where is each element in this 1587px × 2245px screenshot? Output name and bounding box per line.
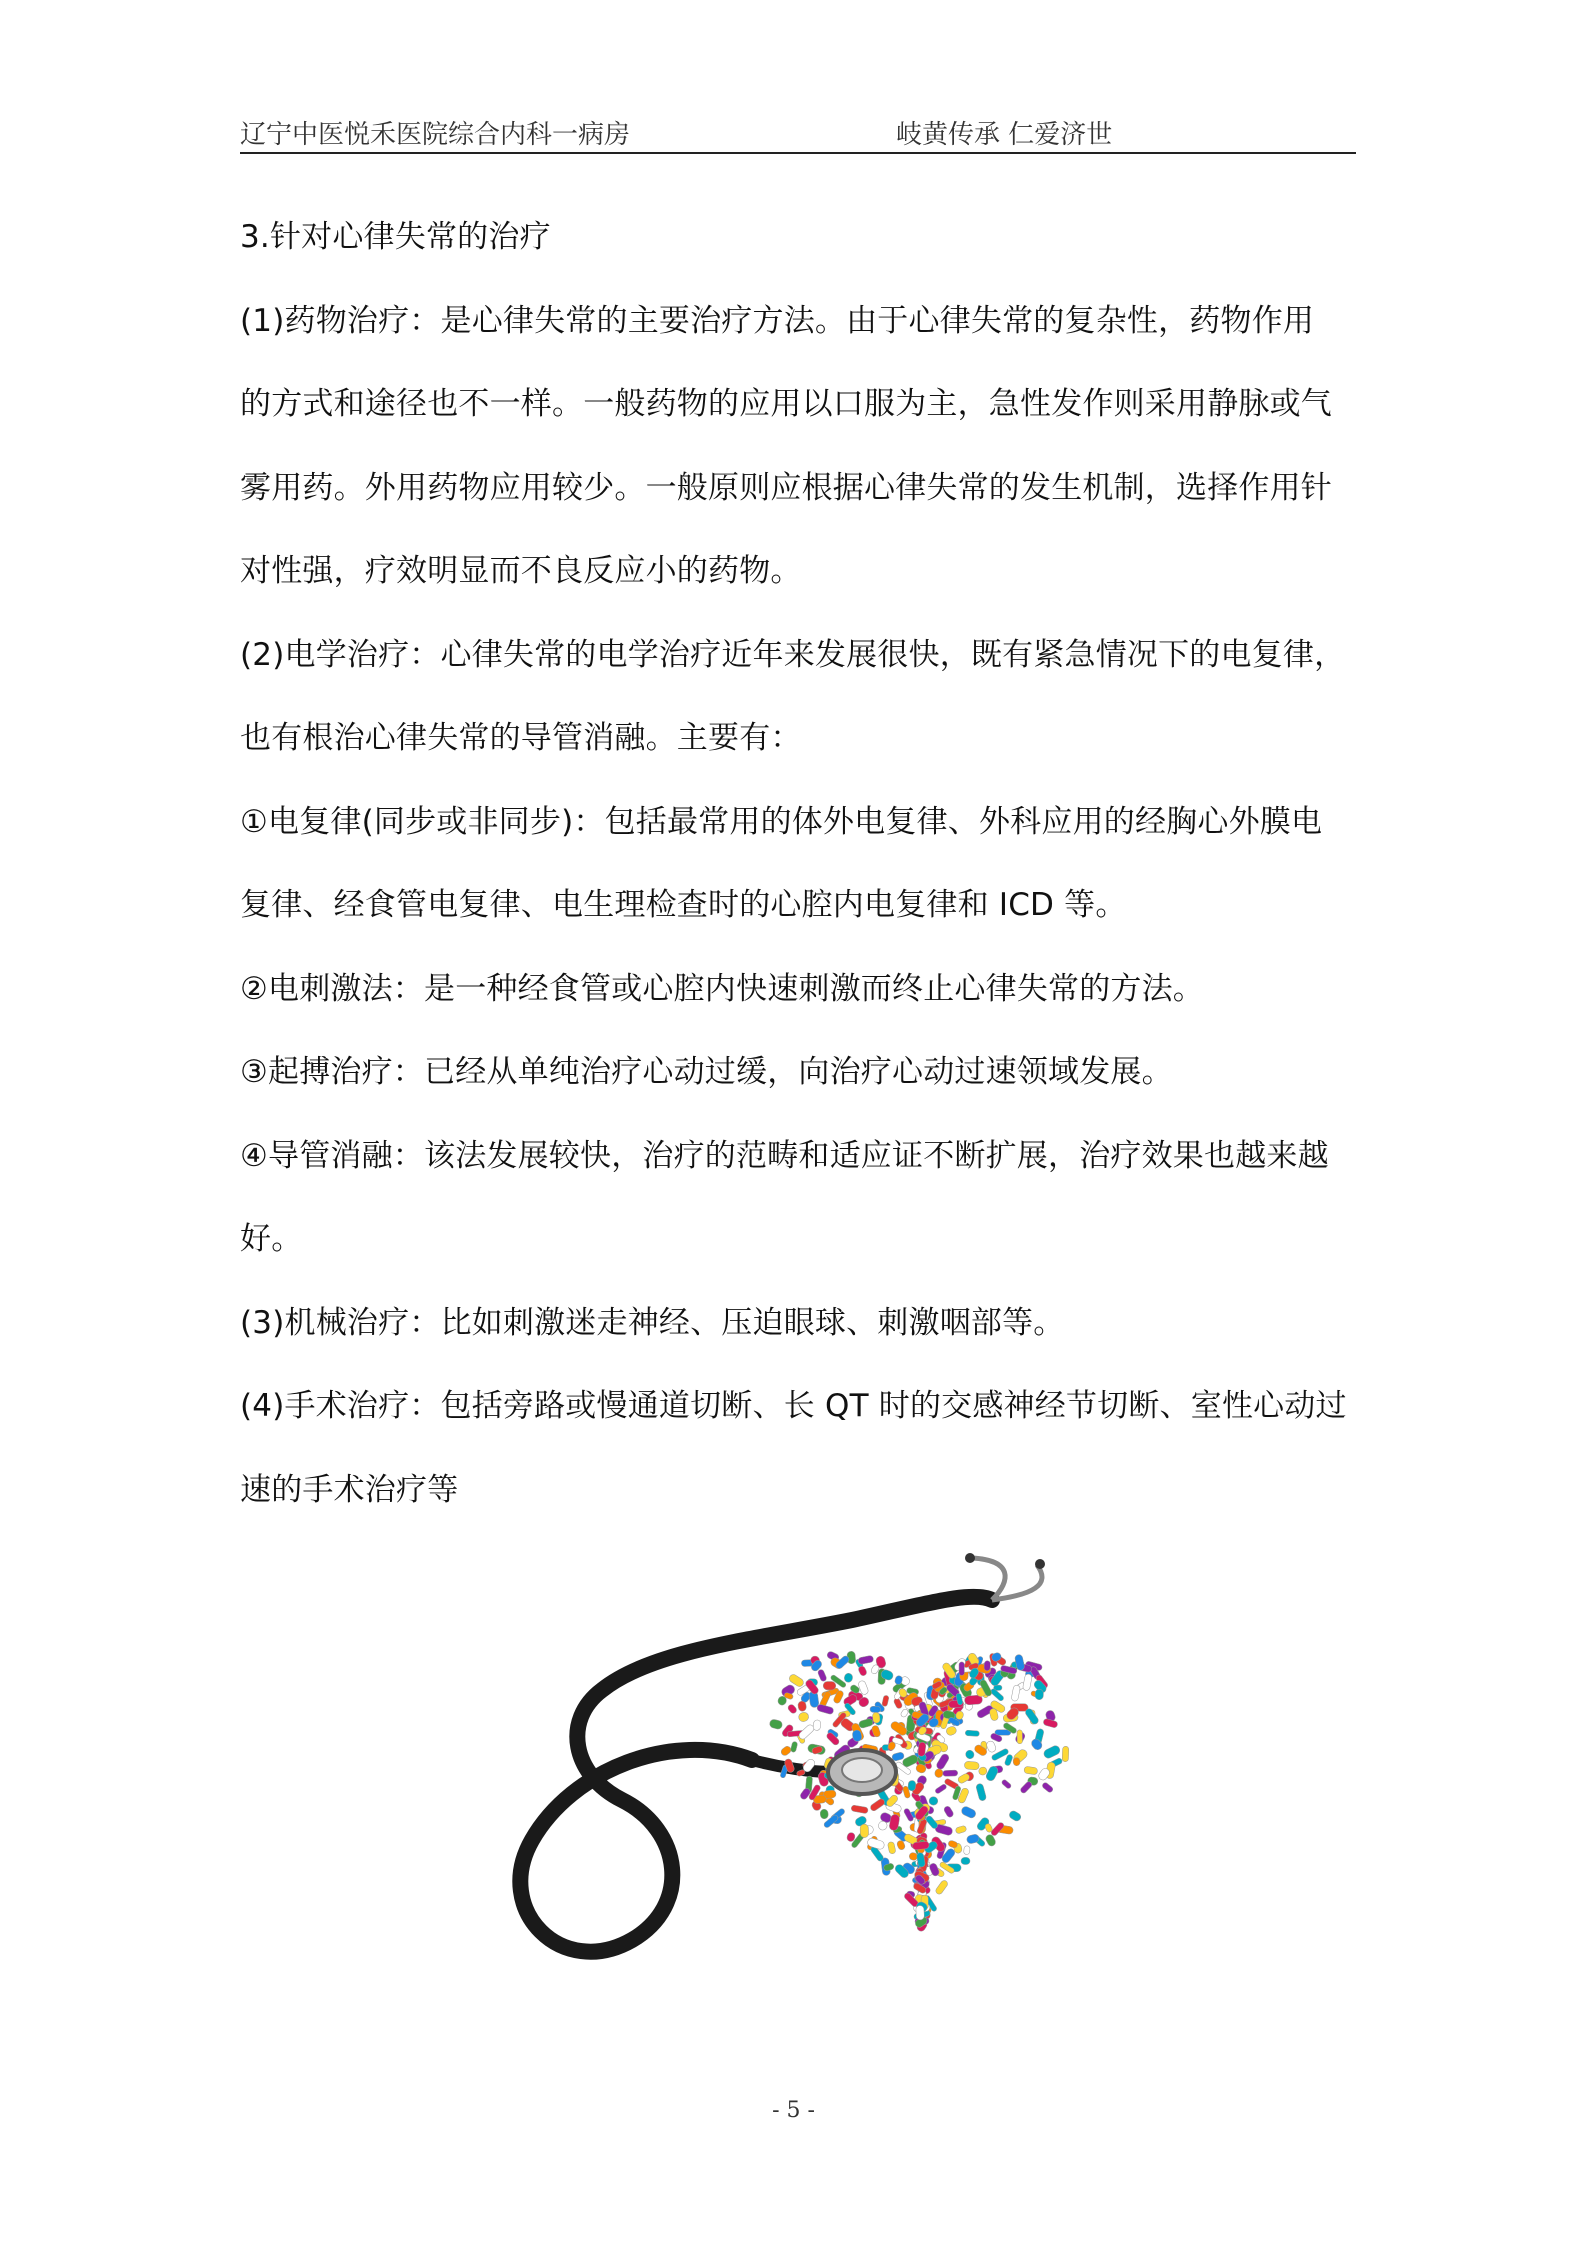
stethoscope-pills-heart-image <box>452 1540 1152 2000</box>
pill-shape <box>943 1770 958 1776</box>
pill-shape <box>961 1857 970 1864</box>
pill-shape <box>959 1662 964 1676</box>
pill-shape <box>860 1824 869 1838</box>
paragraph-line: (4)手术治疗：包括旁路或慢通道切断、长 QT 时的交感神经节切断、室性心动过 <box>240 1388 1347 1424</box>
paragraph-line: 复律、经食管电复律、电生理检查时的心腔内电复律和 ICD 等。 <box>240 887 1127 923</box>
paragraph-line: ④导管消融：该法发展较快，治疗的范畴和适应证不断扩展，治疗效果也越来越 <box>240 1137 1329 1174</box>
section-heading: 3.针对心律失常的治疗 <box>240 219 551 255</box>
paragraph-line: (3)机械治疗：比如刺激迷走神经、压迫眼球、刺激咽部等。 <box>240 1304 1065 1341</box>
pill-shape <box>823 1681 836 1690</box>
pill-shape <box>965 1730 979 1736</box>
pill-shape <box>916 1905 925 1920</box>
header-motto: 岐黄传承 仁爱济世 <box>896 120 1113 150</box>
pill-shape <box>963 1846 970 1855</box>
header-hospital-name: 辽宁中医悦禾医院综合内科一病房 <box>240 120 631 150</box>
paragraph-line: 速的手术治疗等 <box>240 1471 459 1508</box>
pill-shape <box>984 1661 991 1671</box>
paragraph-line: 的方式和途径也不一样。一般药物的应用以口服为主，急性发作则采用静脉或气 <box>240 386 1332 422</box>
pill-shape <box>872 1712 880 1723</box>
page-number: - 5 - <box>772 2098 815 2123</box>
pill-shape <box>918 1742 926 1757</box>
paragraph-line: ②电刺激法：是一种经食管或心腔内快速刺激而终止心律失常的方法。 <box>240 970 1204 1007</box>
paragraph-line: 对性强，疗效明显而不良反应小的药物。 <box>240 553 802 589</box>
pill-shape <box>929 1797 938 1806</box>
pill-shape <box>820 1809 828 1819</box>
page-header <box>240 112 1356 154</box>
pill-shape <box>870 1706 881 1712</box>
paragraph-line: (2)电学治疗：心律失常的电学治疗近年来发展很快，既有紧急情况下的电复律， <box>240 636 1346 673</box>
pill-shape <box>912 1841 929 1850</box>
pill-shape <box>1017 1730 1023 1744</box>
paragraph-line: (1)药物治疗：是心律失常的主要治疗方法。由于心律失常的复杂性，药物作用 <box>240 302 1315 339</box>
pill-shape <box>908 1780 916 1791</box>
document-body <box>240 196 1356 1532</box>
pill-shape <box>964 1761 979 1770</box>
paragraph-line: 也有根治心律失常的导管消融。主要有： <box>240 720 802 756</box>
pill-shape <box>1013 1757 1021 1766</box>
paragraph-line: 好。 <box>240 1221 303 1257</box>
pill-shape <box>1035 1689 1044 1700</box>
paragraph-line: ①电复律(同步或非同步)：包括最常用的体外电复律、外科应用的经胸心外膜电 <box>240 803 1323 840</box>
pill-shape <box>1062 1746 1069 1762</box>
paragraph-line: 雾用药。外用药物应用较少。一般原则应根据心律失常的发生机制，选择作用针 <box>240 469 1332 506</box>
paragraph-line: ③起搏治疗：已经从单纯治疗心动过缓，向治疗心动过速领域发展。 <box>240 1054 1173 1090</box>
